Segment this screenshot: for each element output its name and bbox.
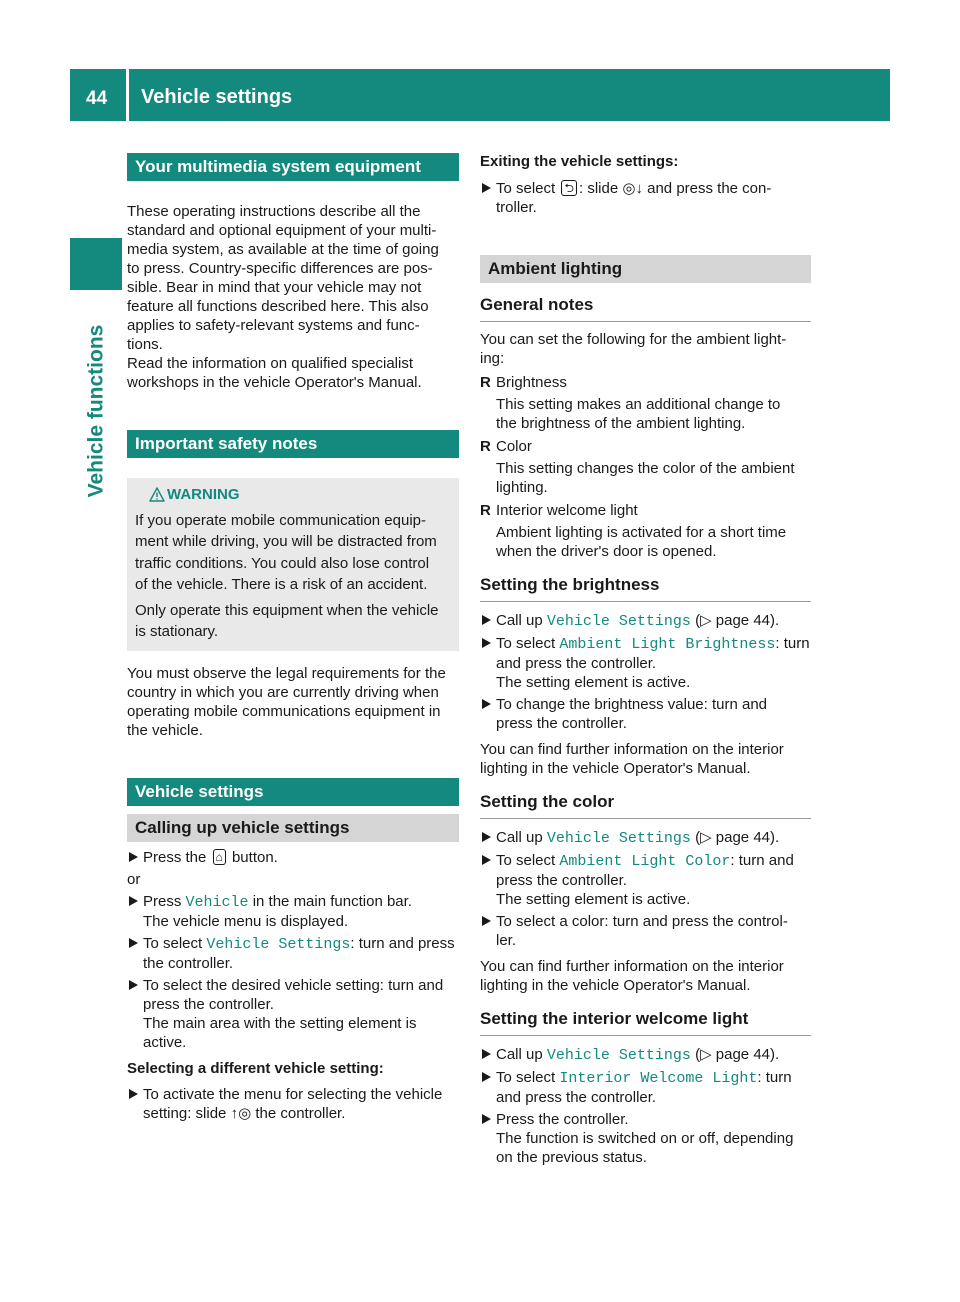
menu-item-vehicle-settings: Vehicle Settings	[546, 1047, 691, 1064]
step-select-vehicle-settings: To select Vehicle Settings: turn and press the controller.	[127, 934, 459, 973]
menu-item-vehicle-settings: Vehicle Settings	[206, 935, 351, 953]
step-activate-menu: To activate the menu for selecting the vehicle setting: slide ↑◎ the controller.	[127, 1085, 459, 1123]
menu-item-vehicle-settings: Vehicle Settings	[546, 830, 691, 847]
step-press-controller: Press the controller. The function is switched on or off, depending on the previous status.	[480, 1110, 811, 1167]
step-change-brightness: To change the brightness value: turn and press the controller.	[480, 695, 811, 733]
subheading-welcome-light: Setting the interior welcome light	[480, 1009, 811, 1036]
step-select-color: To select a color: turn and press the control- ler.	[480, 912, 811, 950]
side-tab-label: Vehicle functions	[84, 324, 108, 498]
header-divider	[126, 69, 129, 121]
step-call-up: Call up Vehicle Settings (▷ page 44).	[480, 611, 811, 631]
left-column	[127, 153, 459, 1123]
list-item: R Interior welcome light Ambient lighting is activated for a short time when the driver's door is opened.	[480, 502, 787, 560]
or-text: or	[127, 870, 141, 888]
step-call-up: Call up Vehicle Settings (▷ page 44).	[480, 828, 811, 848]
section-heading-multimedia: Your multimedia system equipment	[127, 153, 459, 181]
menu-item-vehicle-settings: Vehicle Settings	[546, 613, 691, 630]
step-press-button: Press the ⌂ button.	[127, 848, 459, 867]
warning-triangle-icon	[149, 487, 165, 502]
page-number: 44	[86, 88, 108, 109]
selecting-different-label: Selecting a different vehicle setting:	[127, 1059, 384, 1077]
warning-box	[127, 478, 459, 651]
warning-title: WARNING	[135, 484, 451, 506]
side-tab-marker	[70, 238, 122, 290]
multimedia-paragraph-2: Read the information on qualified specialist workshops in the vehicle Operator's Manual.	[127, 355, 422, 391]
ambient-intro: You can set the following for the ambient light- ing:	[480, 331, 787, 367]
list-item: R Brightness This setting makes an additional change to the brightness of the ambient lighting.	[480, 374, 781, 432]
multimedia-paragraph: These operating instructions describe all the standard and optional equipment of your multi- media system, as available at the time of going to press. Country-specific differences are pos- sible. Bear in mind that your vehicle may not feature all functions described here. This also applies to safety-relevant systems and func- tions.	[127, 203, 439, 353]
back-icon: ⮌	[561, 180, 577, 196]
exiting-label: Exiting the vehicle settings:	[480, 153, 679, 170]
step-exit: To select ⮌ : slide ◎↓ and press the con- troller.	[480, 179, 811, 217]
color-note: You can find further information on the interior lighting in the vehicle Operator's Manual.	[480, 958, 784, 994]
subheading-color: Setting the color	[480, 792, 811, 819]
step-select-brightness: To select Ambient Light Brightness: turn and press the controller. The setting element is active.	[480, 634, 811, 692]
menu-item-ambient-light-color: Ambient Light Color	[559, 853, 731, 870]
section-heading-ambient: Ambient lighting	[480, 255, 811, 283]
step-press-vehicle: Press Vehicle in the main function bar. The vehicle menu is displayed.	[127, 892, 459, 931]
section-heading-vehicle-settings: Vehicle settings	[127, 778, 459, 806]
step-call-up: Call up Vehicle Settings (▷ page 44).	[480, 1045, 811, 1065]
section-heading-safety: Important safety notes	[127, 430, 459, 458]
slide-up-icon: ↑◎	[230, 1104, 252, 1122]
vehicle-button-icon: ⌂	[213, 849, 226, 865]
brightness-note: You can find further information on the interior lighting in the vehicle Operator's Manual.	[480, 741, 784, 777]
menu-item-vehicle: Vehicle	[185, 893, 249, 911]
step-select-welcome-light: To select Interior Welcome Light: turn and press the controller.	[480, 1068, 811, 1107]
menu-item-ambient-light-brightness: Ambient Light Brightness	[559, 636, 776, 653]
page-title: Vehicle settings	[141, 86, 293, 108]
subheading-brightness: Setting the brightness	[480, 575, 811, 602]
step-select-color-menu: To select Ambient Light Color: turn and press the controller. The setting element is active.	[480, 851, 811, 909]
legal-paragraph: You must observe the legal requirements for the country in which you are currently driving when operating mobile communications equipment in the vehicle.	[127, 664, 446, 739]
right-column	[480, 152, 811, 1167]
list-item: R Color This setting changes the color of the ambient lighting.	[480, 438, 795, 496]
subheading-general-notes: General notes	[480, 295, 811, 322]
subheading-calling-up: Calling up vehicle settings	[127, 814, 459, 842]
step-select-desired-setting: To select the desired vehicle setting: turn and press the controller. The main area with the setting element is active.	[127, 976, 459, 1052]
warning-text-2: Only operate this equipment when the vehicle is stationary.	[135, 601, 439, 640]
slide-down-icon: ◎↓	[622, 180, 643, 197]
menu-item-interior-welcome-light: Interior Welcome Light	[559, 1070, 758, 1087]
warning-text-1: If you operate mobile communication equip- ment while driving, you will be distracted from traffic conditions. You could also lose control of the vehicle. There is a risk of an accident.	[135, 511, 437, 593]
